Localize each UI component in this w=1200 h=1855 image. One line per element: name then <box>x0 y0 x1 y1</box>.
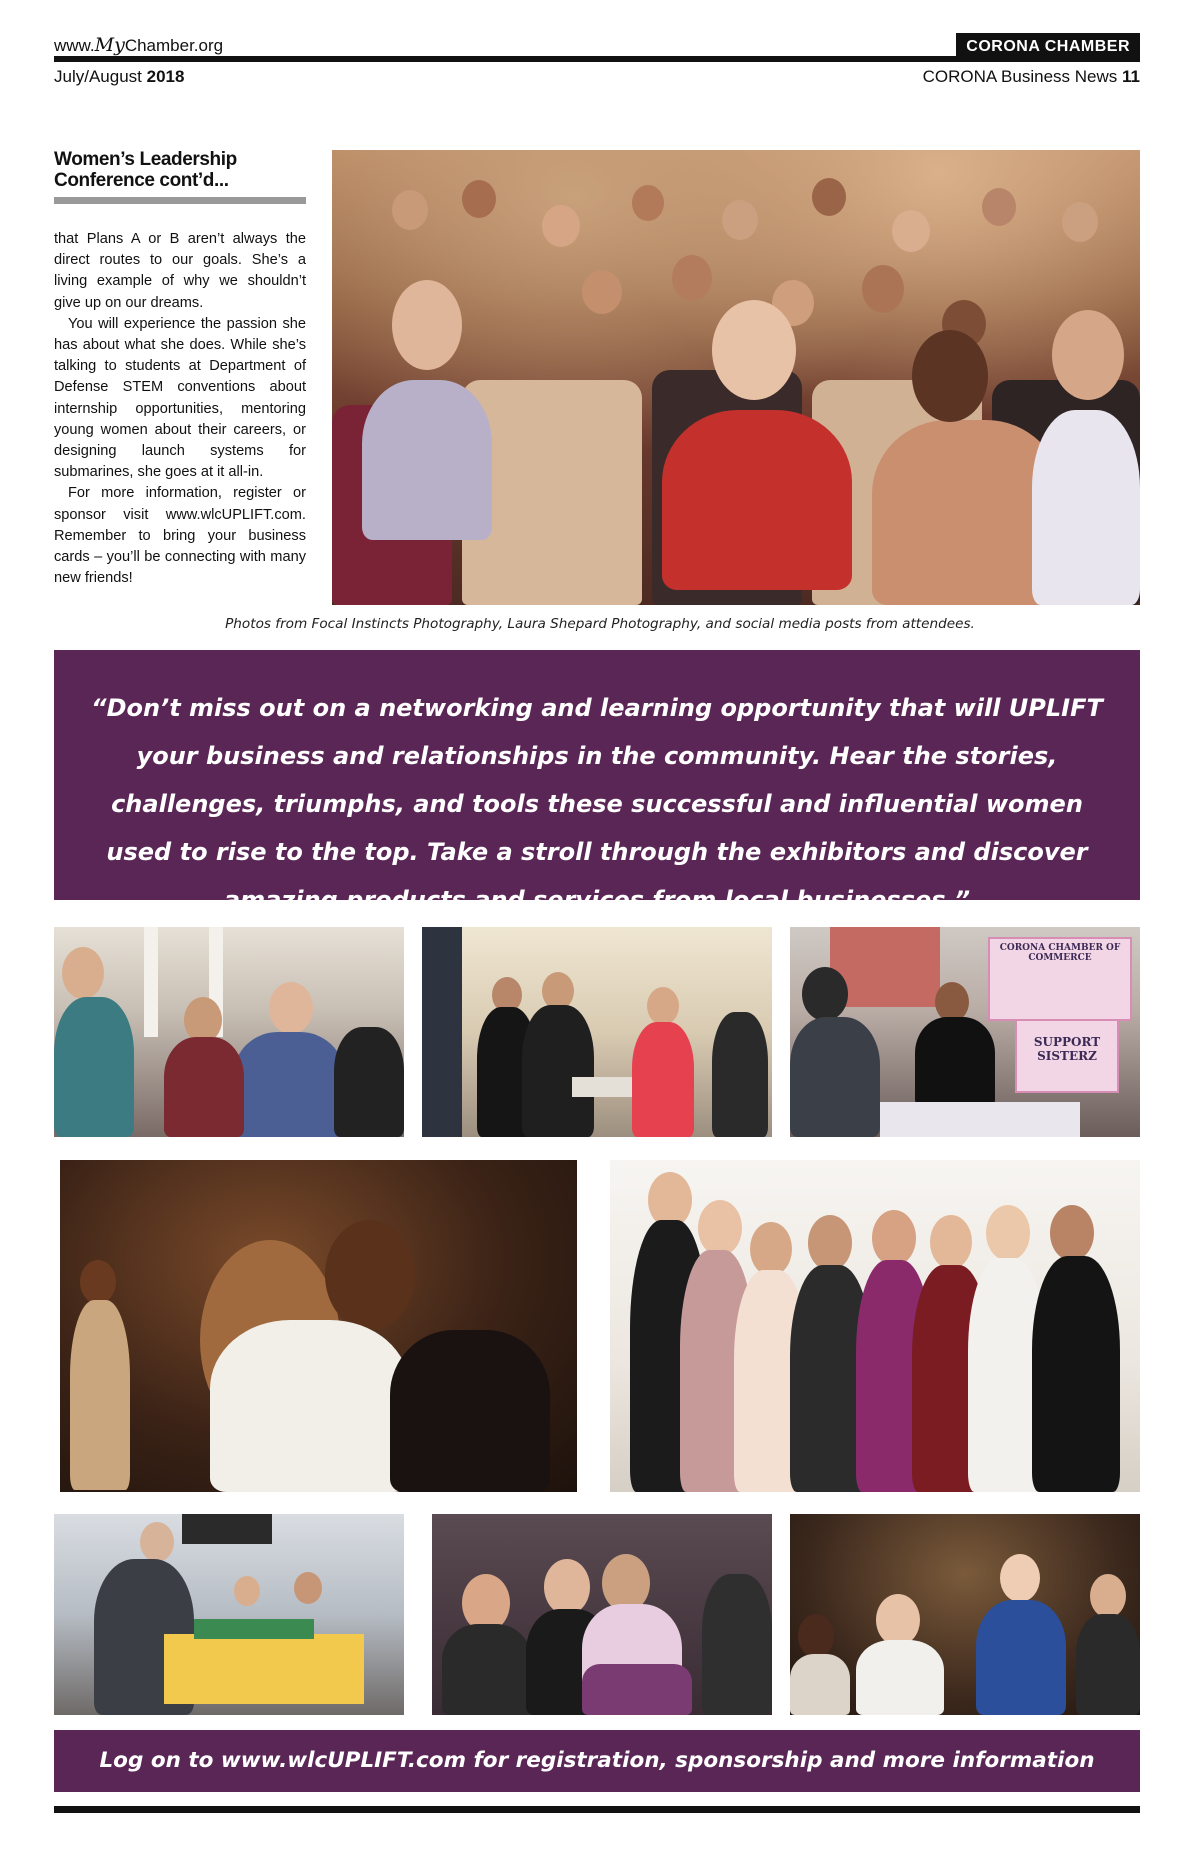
issue-date <box>54 67 184 87</box>
article-paragraph: For more information, register or sponsor visit www.wlcUPLIFT.com. Remember to bring your business cards – you’ll be connecting with many new friends! <box>54 485 306 587</box>
booth-banner-label: CORONA CHAMBER OF COMMERCE <box>999 943 1121 963</box>
photo-caption: Photos from Focal Instincts Photography, Laura Shepard Photography, and social media posts from attendees. <box>225 616 975 632</box>
booth-sign-sisterz: SISTERZ <box>1037 1049 1097 1063</box>
header-rule <box>54 56 1140 62</box>
booth-banner-support-sisterz <box>1015 1019 1119 1093</box>
article-title-line-1: Women’s Leadership <box>54 149 237 170</box>
article-body <box>54 229 306 589</box>
issue-month: July/August <box>54 67 142 86</box>
gallery-photo-embrace <box>60 1160 577 1492</box>
site-url[interactable] <box>54 34 223 56</box>
audience-photo <box>332 150 1140 605</box>
gallery-photo-food-booth <box>54 1514 404 1715</box>
quote-text: “Don’t miss out on a networking and learning opportunity that will UPLIFT your business and relationships in the community. Hear the stories, challenges, triumphs, and tools these successful and influential women used to rise to the top. Take a stroll through the exhibitors and discover amazing products and services from local businesses.” <box>91 694 1103 914</box>
article-title <box>54 149 306 191</box>
publication-name: CORONA Business News <box>922 67 1118 86</box>
gallery-photo-dancing-audience <box>790 1514 1140 1715</box>
section-tag: CORONA CHAMBER <box>956 33 1140 61</box>
site-url-suffix: Chamber.org <box>124 36 224 55</box>
booth-sign-support: SUPPORT <box>1033 1035 1101 1049</box>
booth-banner-top <box>988 937 1132 1021</box>
article-title-line-2: Conference cont’d... <box>54 170 229 191</box>
gallery-photo-exhibitors <box>422 927 772 1137</box>
registration-banner-text: Log on to www.wlcUPLIFT.com for registration, sponsorship and more information <box>99 1748 1095 1773</box>
quote-box <box>54 650 1140 914</box>
footer-rule <box>54 1806 1140 1813</box>
site-url-script: My <box>94 34 125 56</box>
publication-line <box>923 67 1140 87</box>
issue-year: 2018 <box>146 67 185 86</box>
article-paragraph: You will experience the passion she has about what she does. While she’s talking to students at Department of Defense STEM conventions about internship opportunities, mentoring young women about their careers, or designing launch systems for submarines, she goes at it all-in. <box>54 315 306 481</box>
article-paragraph: that Plans A or B aren’t always the direct routes to our goals. She’s a living example of why we shouldn’t give up on our dreams. <box>54 231 306 311</box>
gallery-photo-group <box>610 1160 1140 1492</box>
gallery-photo-selfie <box>432 1514 772 1715</box>
gallery-photo-luncheon <box>54 927 404 1137</box>
article-title-rule <box>54 197 306 204</box>
site-url-prefix: www. <box>54 36 95 55</box>
gallery-photo-support-sisterz-booth <box>790 927 1140 1137</box>
page-number: 11 <box>1122 67 1140 86</box>
registration-banner[interactable] <box>54 1730 1140 1792</box>
